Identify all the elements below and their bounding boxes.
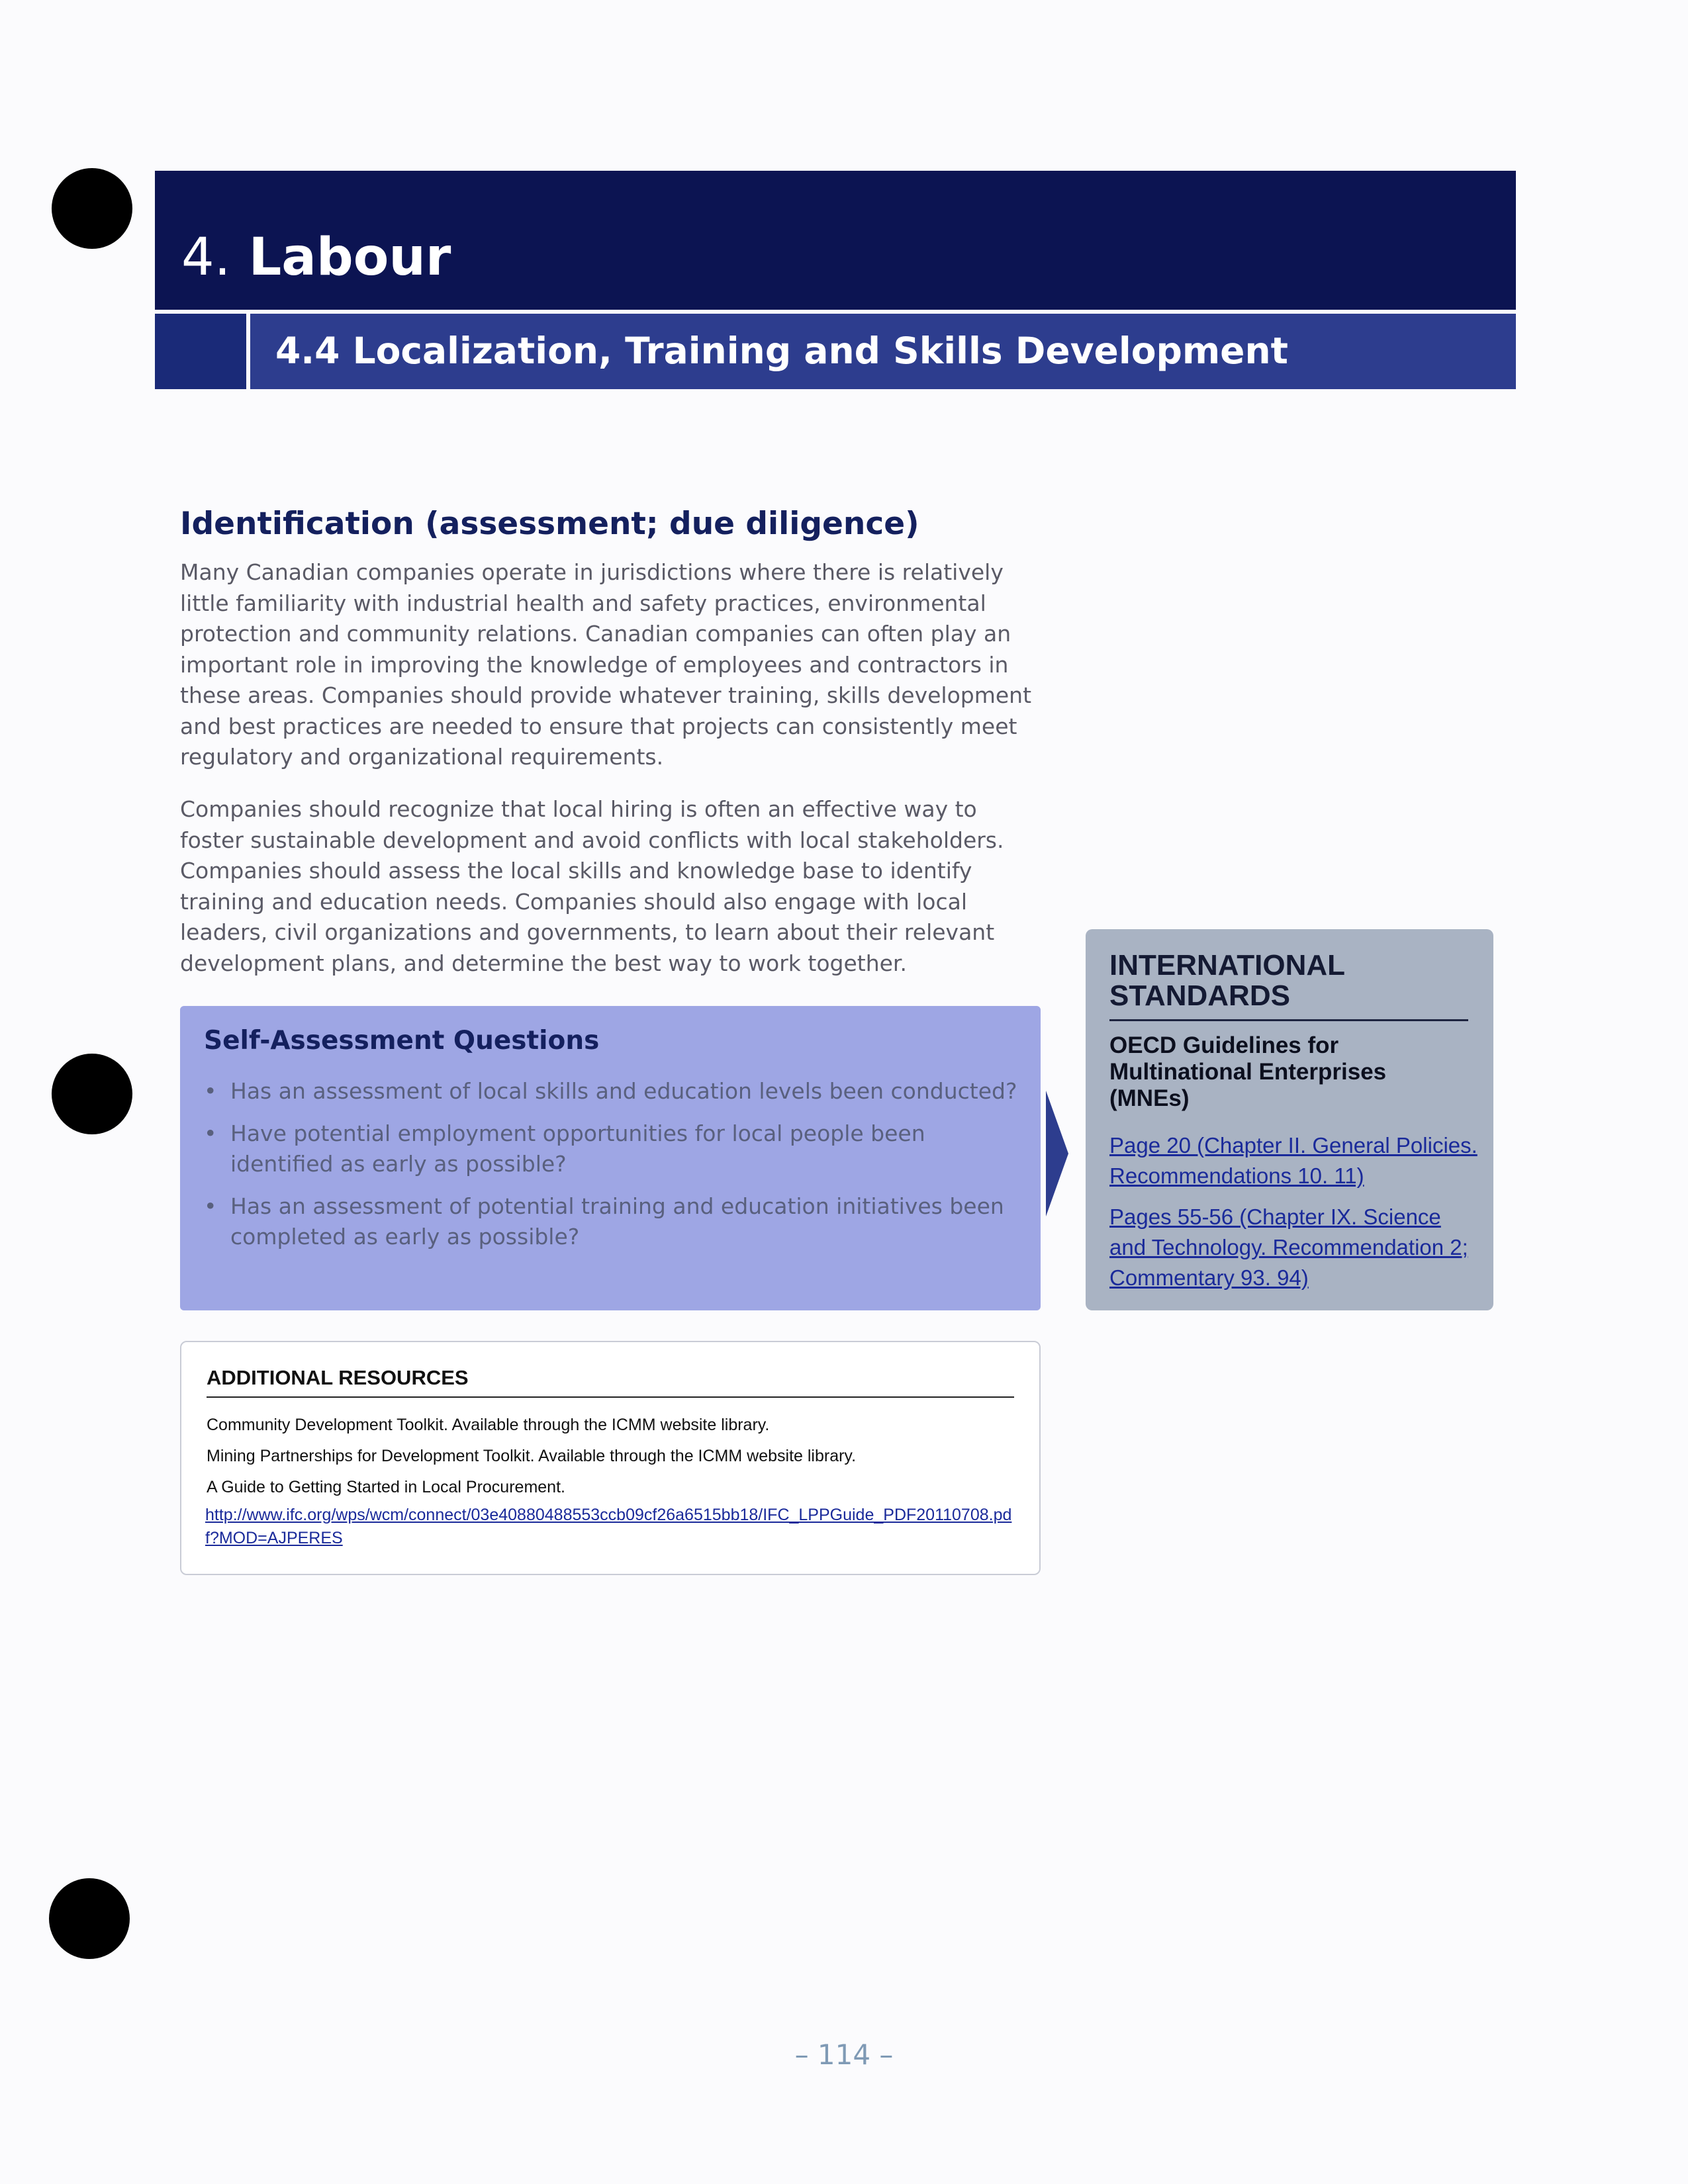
additional-resources-title: ADDITIONAL RESOURCES (207, 1366, 1014, 1398)
bullet-icon: • (204, 1078, 217, 1104)
oecd-guidelines-heading: OECD Guidelines for Multinational Enterprises (MNEs) (1109, 1032, 1387, 1111)
identification-heading: Identification (assessment; due diligence) (180, 506, 919, 542)
self-assessment-list (204, 1076, 1018, 1264)
bullet-icon: • (204, 1120, 217, 1146)
list-item (204, 1191, 1018, 1252)
pointer-arrow-icon (1046, 1091, 1068, 1216)
section-header (250, 314, 1516, 389)
ifc-guide-link[interactable]: http://www.ifc.org/wps/wcm/connect/03e40880488553ccb09cf26a6515bb18/IFC_LPPGuide_PDF20110708.pdf?MOD=AJPERES (205, 1506, 1012, 1547)
chapter-number: 4. (181, 228, 231, 287)
oecd-page-20-link[interactable]: Page 20 (Chapter II. General Policies. Recommendations 10. 11) (1109, 1133, 1477, 1188)
list-item: Mining Partnerships for Development Toolkit. Available through the ICMM website library. (207, 1447, 857, 1465)
identification-paragraph-2: Companies should recognize that local hiring is often an effective way to foster sustainable development and avoid conflicts with local stakeholders. Companies should assess the local skills and knowledge base to identify training and education needs. Companies should also engage with local leaders, civil organizations and governments, to learn about their relevant development plans, and determine the best way to work together. (180, 796, 1004, 976)
list-item: Community Development Toolkit. Available through the ICMM website library. (207, 1416, 770, 1434)
section-title: 4.4 Localization, Training and Skills Development (275, 330, 1288, 372)
punch-hole-top (52, 168, 132, 249)
question-text: Have potential employment opportunities for local people been identified as early as possible? (230, 1120, 925, 1177)
chapter-title-text: Labour (248, 228, 451, 287)
punch-hole-middle (52, 1054, 132, 1134)
international-standards-box (1086, 929, 1493, 1310)
oecd-pages-55-56-link[interactable]: Pages 55-56 (Chapter IX. Science and Technology. Recommendation 2; Commentary 93. 94) (1109, 1205, 1468, 1290)
question-text: Has an assessment of potential training and education initiatives been completed as early as possible? (230, 1193, 1004, 1250)
resource-link-wrapper (205, 1504, 1013, 1550)
international-standards-title: INTERNATIONAL STANDARDS (1109, 950, 1468, 1021)
question-text: Has an assessment of local skills and education levels been conducted? (230, 1078, 1017, 1104)
self-assessment-box (180, 1006, 1041, 1310)
list-item: A Guide to Getting Started in Local Procurement. (207, 1478, 565, 1496)
self-assessment-title: Self-Assessment Questions (204, 1026, 600, 1056)
list-item (204, 1118, 1018, 1179)
punch-hole-bottom (49, 1878, 130, 1959)
list-item (204, 1076, 1018, 1107)
bullet-icon: • (204, 1193, 217, 1219)
page-number: – 114 – (794, 2038, 894, 2071)
chapter-header (155, 171, 1516, 310)
chapter-title (181, 228, 451, 287)
section-header-accent (155, 314, 246, 389)
identification-paragraph-1: Many Canadian companies operate in jurisdictions where there is relatively little familiarity with industrial health and safety practices, environmental protection and community relations. Canadian companies can often play an important role in improving the knowledge of employees and contractors in these areas. Companies should provide whatever training, skills development and best practices are needed to ensure that projects can consistently meet regulatory and organizational requirements. (180, 559, 1032, 770)
additional-resources-list (207, 1414, 1014, 1507)
